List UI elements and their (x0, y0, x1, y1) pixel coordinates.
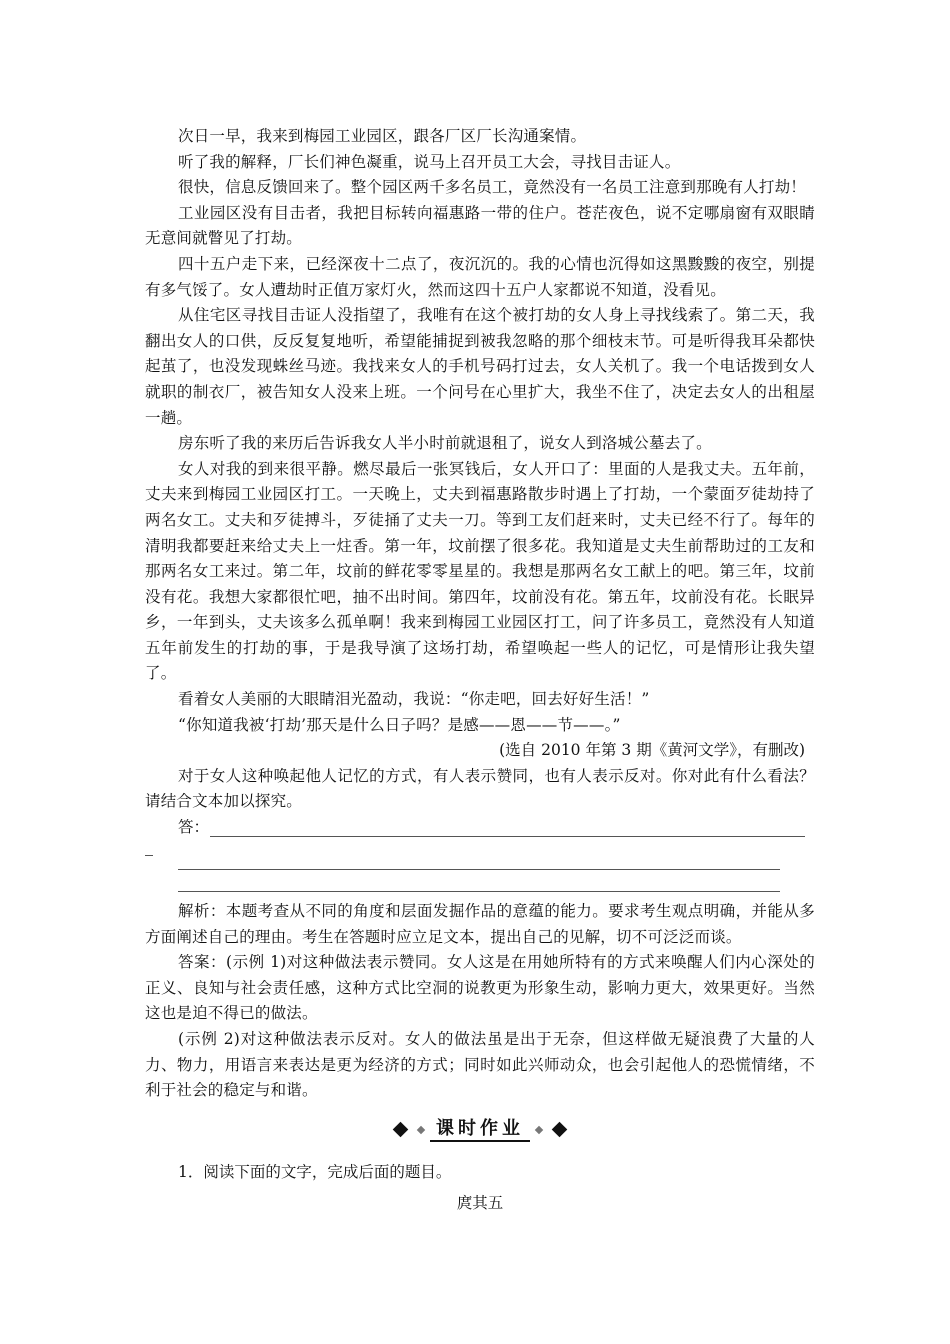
diamond-icon (393, 1122, 409, 1138)
paragraph-4: 工业园区没有目击者，我把目标转向福惠路一带的住户。苍茫夜色，说不定哪扇窗有双眼睛无意间就瞥见了打劫。 (145, 203, 815, 248)
source-citation: (选自 2010 年第 3 期《黄河文学》，有删改) (499, 741, 805, 760)
next-question: 1．阅读下面的文字，完成后面的题目。 (178, 1162, 452, 1181)
diamond-icon (552, 1122, 568, 1138)
answer-line (210, 836, 805, 837)
answer-blank-area[interactable] (145, 815, 815, 893)
paragraph-3: 很快，信息反馈回来了。整个园区两千多名员工，竟然没有一名员工注意到那晚有人打劫！ (178, 178, 807, 197)
answer-line (178, 891, 780, 892)
analysis-text: 解析：本题考查从不同的角度和层面发掘作品的意蕴的能力。要求考生观点明确，并能从多方面阐述自己的理由。考生在答题时应立足文本，提出自己的见解，切不可泛泛而谈。 (145, 902, 815, 946)
diamond-icon (535, 1126, 543, 1134)
paragraph-10: “你知道我被‘打劫’那天是什么日子吗？是感——恩——节——。” (178, 715, 621, 734)
paragraph-9: 看着女人美丽的大眼睛泪光盈动，我说：“你走吧，回去好好生活！” (178, 690, 650, 709)
document-body (145, 124, 815, 1217)
answer-line-dash (145, 855, 153, 856)
answer-label: 答： (178, 818, 210, 837)
paragraph-5: 四十五户走下来，已经深夜十二点了，夜沉沉的。我的心情也沉得如这黑黢黢的夜空，别提有多气馁了。女人遭劫时正值万家灯火，然而这四十五户人家都说不知道，没看见。 (145, 254, 815, 299)
answer-example-2: (示例 2)对这种做法表示反对。女人的做法虽是出于无奈，但这样做无疑浪费了大量的人力、物力，用语言来表达是更为经济的方式；同时如此兴师动众，也会引起他人的恐慌情绪，不利于社会的稳定与和谐。 (145, 1030, 815, 1100)
article-title: 庹其五 (456, 1194, 504, 1213)
paragraph-1: 次日一早，我来到梅园工业园区，跟各厂区厂长沟通案情。 (178, 127, 587, 145)
section-title: 课时作业 (430, 1118, 530, 1142)
paragraph-2: 听了我的解释，厂长们神色凝重，说马上召开员工大会，寻找目击证人。 (178, 152, 681, 171)
paragraph-7: 房东听了我的来历后告诉我女人半小时前就退租了，说女人到洛城公墓去了。 (178, 434, 712, 453)
paragraph-8: 女人对我的到来很平静。燃尽最后一张冥钱后，女人开口了：里面的人是我丈夫。五年前，丈夫来到梅园工业园区打工。一天晚上，丈夫到福惠路散步时遇上了打劫，一个蒙面歹徒劫持了两名女工。丈夫和歹徒搏斗，歹徒捅了丈夫一刀。等到工友们赶来时，丈夫已经不行了。每年的清明我都要赶来给丈夫上一炷香。第一年，坟前摆了很多花。我知道是丈夫生前帮助过的工友和那两名女工来过。第二年，坟前的鲜花零零星星的。我想是那两名女工献上的吧。第三年，坟前没有花。我想大家都很忙吧，抽不出时间。第四年，坟前没有花。第五年，坟前没有花。长眠异乡，一年到头，丈夫该多么孤单啊！我来到梅园工业园区打工，问了许多员工，竟然没有人知道五年前发生的打劫的事，于是我导演了这场打劫，希望唤起一些人的记忆，可是情形让我失望了。 (145, 459, 815, 683)
answer-example-1: 答案：(示例 1)对这种做法表示赞同。女人这是在用她所特有的方式来唤醒人们内心深处的正义、良知与社会责任感，这种方式比空洞的说教更为形象生动，影响力更大，效果更好。当然这也是迫不得已的做法。 (145, 953, 815, 1023)
diamond-icon (417, 1126, 425, 1134)
paragraph-6: 从住宅区寻找目击证人没指望了，我唯有在这个被打劫的女人身上寻找线索了。第二天，我翻出女人的口供，反反复复地听，希望能捕捉到被我忽略的那个细枝末节。可是听得我耳朵都快起茧了，也没发现蛛丝马迹。我找来女人的手机号码打过去，女人关机了。我一个电话拨到女人就职的制衣厂，被告知女人没来上班。一个问号在心里扩大，我坐不住了，决定去女人的出租屋一趟。 (145, 306, 815, 427)
question-text: 对于女人这种唤起他人记忆的方式，有人表示赞同，也有人表示反对。你对此有什么看法？请结合文本加以探究。 (145, 766, 815, 811)
section-banner (145, 1110, 815, 1150)
answer-line (178, 869, 780, 870)
